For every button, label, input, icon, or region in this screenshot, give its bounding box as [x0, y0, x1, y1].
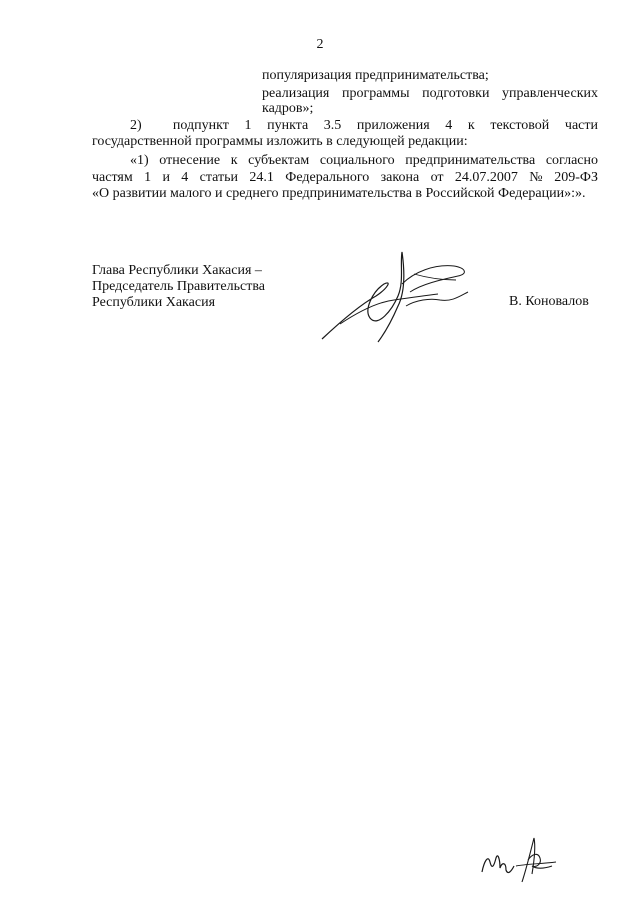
quote-third-line: «О развитии малого и среднего предпринимательства в Российской Федерации»:».: [92, 186, 586, 201]
signatory-title: [92, 263, 265, 311]
signatory-title-line-1: Глава Республики Хакасия –: [92, 263, 262, 278]
quote-first-line: «1) отнесение к субъектам социального предпринимательства согласно: [130, 153, 598, 168]
list-item-popularization: популяризация предпринимательства;: [262, 68, 489, 83]
signatory-title-line-3: Республики Хакасия: [92, 295, 216, 310]
list-item-management-training-cont: кадров»;: [262, 101, 314, 116]
point-2-second-line: государственной программы изложить в следующей редакции:: [92, 134, 468, 149]
list-item-management-training: реализация программы подготовки управленческих: [262, 86, 598, 101]
signatory-name: В. Коновалов: [509, 294, 589, 309]
initials-mark: [476, 832, 566, 887]
handwritten-signature: [318, 244, 478, 344]
signatory-title-line-2: Председатель Правительства: [92, 279, 265, 294]
page-number: 2: [316, 37, 324, 52]
quote-second-line: частям 1 и 4 статьи 24.1 Федерального закона от 24.07.2007 № 209-ФЗ: [92, 170, 598, 185]
point-2-first-line: 2) подпункт 1 пункта 3.5 приложения 4 к текстовой части: [130, 118, 598, 133]
